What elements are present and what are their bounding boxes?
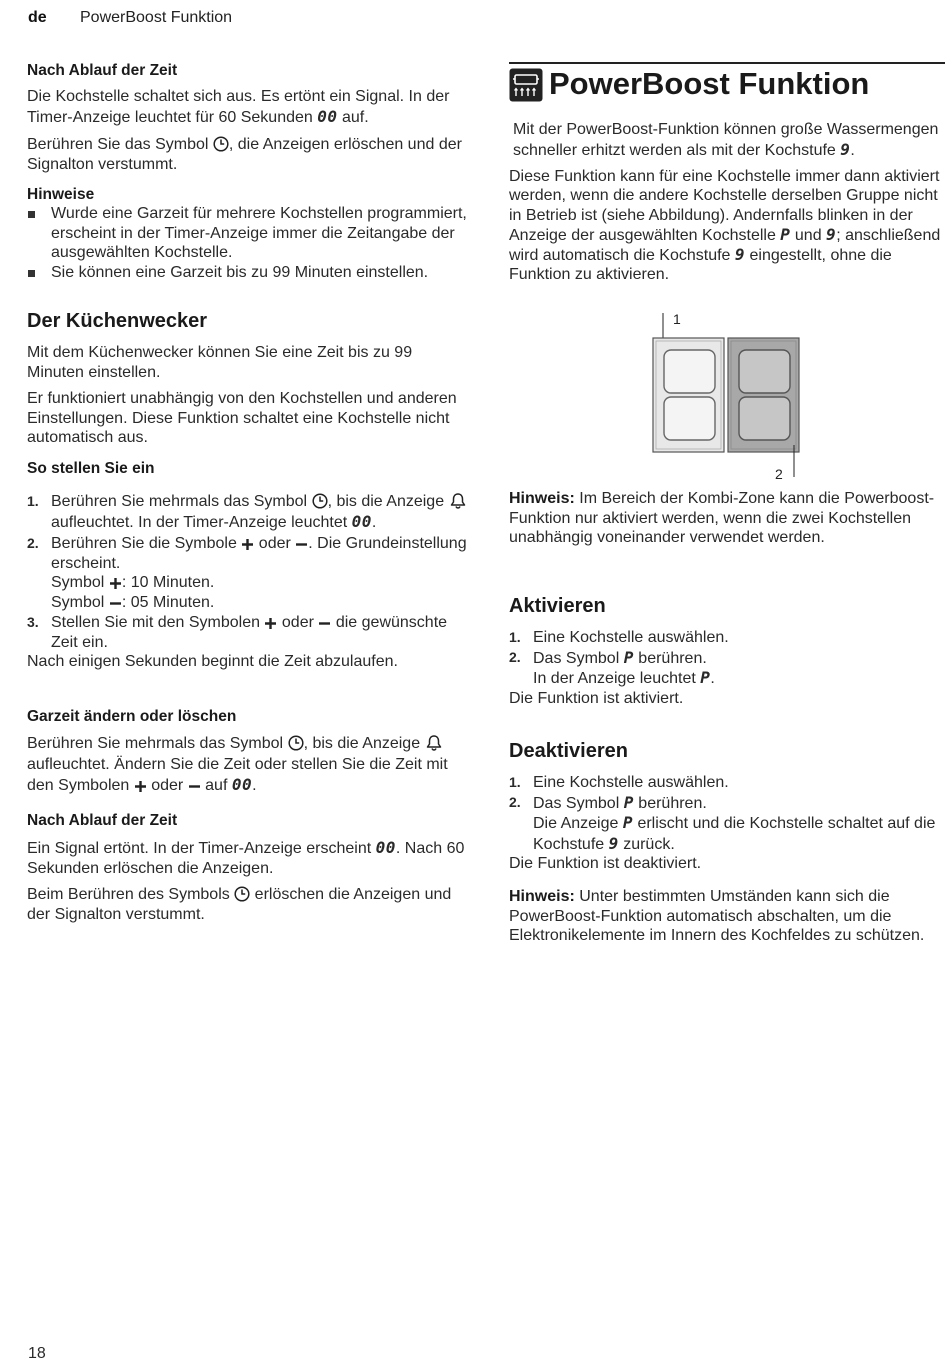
heading-nach-ablauf-1: Nach Ablauf der Zeit (27, 62, 178, 79)
page-header (28, 8, 233, 28)
list-item: 2. Das Symbol P berühren. Die Anzeige P erlischt und die Kochstelle schaltet auf die Kochstufe 9 zurück. (509, 792, 936, 853)
minus-icon (188, 780, 201, 793)
paragraph: Hinweis: Im Bereich der Kombi-Zone kann die Powerboost-Funktion nur aktiviert werden, wenn die zwei Kochstellen unabhängig voneinander verwendet werden. (509, 490, 935, 546)
section-nach-ablauf-1 (27, 61, 467, 174)
segment-display-value: 9 (608, 833, 619, 853)
segment-display-value: 9 (840, 139, 851, 159)
bell-icon (425, 734, 443, 751)
paragraph: Die Funktion ist deaktiviert. (509, 855, 702, 872)
steps-list (509, 628, 945, 689)
bell-icon (449, 492, 467, 509)
plus-icon (264, 617, 277, 630)
heading-garzeit-aendern: Garzeit ändern oder löschen (27, 708, 237, 725)
list-item: 2. Berühren Sie die Symbole oder . Die Grundeinstellung erscheint. Symbol : 10 Minuten. Symbol : 05 Minuten. (27, 535, 467, 611)
page-number: 18 (28, 1345, 46, 1362)
segment-display-value: 00 (351, 511, 372, 531)
plus-icon (109, 577, 122, 590)
heading-hinweise: Hinweise (27, 186, 95, 203)
segment-display-value: 00 (375, 838, 396, 857)
section-kuechenwecker (27, 309, 467, 448)
section-aktivieren (509, 594, 945, 708)
minus-icon (109, 597, 122, 610)
hinweis-abschalten (509, 887, 945, 946)
paragraph: Beim Berühren des Symbols erlöschen die Anzeigen und der Signalton verstummt. (27, 886, 452, 923)
cooktop-zone-figure (509, 305, 945, 485)
segment-display-value: 00 (317, 106, 338, 126)
heading-nach-ablauf-2: Nach Ablauf der Zeit (27, 812, 178, 829)
section-powerboost-intro (509, 120, 945, 285)
paragraph: Berühren Sie das Symbol , die Anzeigen erlöschen und der Signalton verstummt. (27, 136, 462, 173)
list-item: Wurde eine Garzeit für mehrere Kochstellen programmiert, erscheint in der Timer-Anzeige immer die Zeitangabe der ausgewählten Kochstelle. (27, 204, 467, 263)
minus-icon (295, 538, 308, 551)
list-item: 1. Berühren Sie mehrmals das Symbol , bis die Anzeige aufleuchtet. In der Timer-Anzeige leuchtet 00. (27, 492, 467, 532)
section-garzeit-aendern (27, 707, 467, 797)
section-so-stellen-sie-ein (27, 459, 467, 672)
heading-kuechenwecker: Der Küchenwecker (27, 310, 208, 332)
figure-label-1: 1 (673, 311, 681, 327)
steps-list (27, 492, 467, 652)
clock-icon (213, 136, 229, 152)
powerboost-icon (509, 68, 543, 102)
paragraph: Mit dem Küchenwecker können Sie eine Zeit bis zu 99 Minuten einstellen. (27, 344, 413, 381)
hinweis-kombi-zone (509, 489, 945, 548)
segment-display-value: P (700, 668, 711, 687)
list-item: 3. Stellen Sie mit den Symbolen oder die gewünschte Zeit ein. (27, 614, 448, 651)
powerboost-title-bar (509, 62, 945, 102)
paragraph: Diese Funktion kann für eine Kochstelle immer dann aktiviert werden, wenn die andere Kochstelle derselben Gruppe nicht in Betrieb ist (siehe Abbildung). Andernfalls blinken in der Anzeige der ausgewählten Kochstelle P und 9; anschließend wird automatisch die Kochstufe 9 eingestellt, ohne die Funktion zu aktivieren. (509, 168, 941, 284)
list-item: Sie können eine Garzeit bis zu 99 Minuten einstellen. (27, 263, 467, 283)
segment-display-value: P (623, 647, 634, 667)
heading-so-stellen: So stellen Sie ein (27, 460, 155, 477)
list-item: 2. Das Symbol P berühren. In der Anzeige leuchtet P. (509, 647, 715, 687)
minus-icon (318, 617, 331, 630)
section-deaktivieren (509, 739, 945, 874)
clock-icon (288, 735, 304, 751)
segment-display-value: P (622, 813, 633, 832)
paragraph: Die Funktion ist aktiviert. (509, 689, 684, 707)
list-item: 1. Eine Kochstelle auswählen. (509, 774, 729, 791)
figure-label-2: 2 (775, 466, 783, 482)
paragraph: Berühren Sie mehrmals das Symbol , bis die Anzeige aufleuchtet. Ändern Sie die Zeit oder stellen Sie die Zeit mit den Symbolen oder auf 00. (27, 735, 448, 794)
paragraph: Die Kochstelle schaltet sich aus. Es ertönt ein Signal. In der Timer-Anzeige leuchtet für 60 Sekunden 00 auf. (27, 88, 450, 126)
paragraph: Hinweis: Unter bestimmten Umständen kann sich die PowerBoost-Funktion automatisch abschalten, um die Elektronikelemente im Innern des Kochfeldes zu schützen. (509, 888, 925, 944)
language-tag: de (28, 9, 47, 26)
section-nach-ablauf-2 (27, 811, 467, 924)
segment-display-value: P (780, 224, 791, 244)
clock-icon (234, 886, 250, 902)
plus-icon (241, 538, 254, 551)
heading-aktivieren: Aktivieren (509, 595, 606, 617)
paragraph: Er funktioniert unabhängig von den Kochstellen und anderen Einstellungen. Diese Funktion schaltet eine Kochstelle nicht automatisch aus. (27, 390, 457, 446)
paragraph: Ein Signal ertönt. In der Timer-Anzeige erscheint 00. Nach 60 Sekunden erlöschen die Anzeigen. (27, 838, 465, 877)
paragraph: Nach einigen Sekunden beginnt die Zeit abzulaufen. (27, 653, 398, 670)
heading-deaktivieren: Deaktivieren (509, 740, 628, 762)
cooktop-diagram (509, 305, 945, 485)
header-title: PowerBoost Funktion (80, 9, 233, 26)
list-item: 1. Eine Kochstelle auswählen. (509, 629, 729, 646)
segment-display-value: P (623, 792, 634, 812)
clock-icon (312, 493, 328, 509)
plus-icon (134, 780, 147, 793)
steps-list (509, 773, 945, 854)
paragraph: Mit der PowerBoost-Funktion können große Wassermengen schneller erhitzt werden als mit der Kochstufe 9. (513, 121, 939, 159)
segment-display-value: 9 (826, 224, 837, 244)
powerboost-title: PowerBoost Funktion (549, 66, 870, 101)
segment-display-value: 9 (734, 245, 746, 265)
hinweise-list (27, 204, 467, 282)
section-hinweise (27, 185, 467, 282)
segment-display-value: 00 (231, 775, 253, 794)
